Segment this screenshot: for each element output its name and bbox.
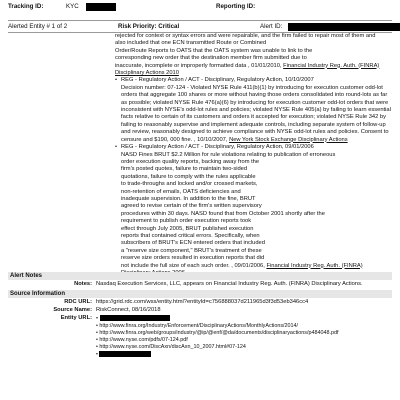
- redacted-tracking-id: [86, 3, 116, 11]
- entry-line: firm's posted quotes, failure to maintain two-sided: [121, 166, 248, 173]
- source-information-section: Source Information: [8, 290, 392, 298]
- entry-line: requirement to publish order execution reports took: [121, 218, 252, 225]
- risk-priority-label: Risk Priority: Critical: [118, 23, 180, 30]
- alerted-entity-label: Alerted Entity # 1 of 2: [8, 23, 68, 30]
- intro-line: inaccurate, incomplete or improperly formatted data , 01/01/2010, Financial Industry Reg. Auth. (FINRA): [115, 62, 380, 69]
- tracking-id-label: Tracking ID:: [8, 3, 44, 10]
- entry-line: agreed to revise certain of the firm's written supervisory: [121, 203, 262, 210]
- redacted-alert-id: [288, 23, 400, 31]
- entry-line: facts relative to certain of its customers and orders it accepted for execution; violated NYSE Rule 342 by: [121, 114, 386, 121]
- intro-line: corresponding new order that the destination member firm submitted due to: [115, 55, 307, 62]
- notes-label: Notes:: [74, 281, 92, 287]
- entry-line: reports that contained critical errors. Specifically, when: [121, 232, 260, 239]
- entry-line: reserve size orders resulted in execution reports that did: [121, 255, 265, 262]
- entry-line: NASD Fines BRUT $2.2 Million for rule violations relating to publication of erroneous: [121, 151, 336, 158]
- finra-link[interactable]: Financial Industry Reg. Auth. (FINRA): [266, 262, 363, 269]
- bullet-icon: •: [115, 144, 118, 151]
- entry-line: order execution quality reports, backing away from the: [121, 158, 260, 165]
- entry-heading: REG - Regulatory Action / ACT - Disciplinary, Regulatory Action, 09/01/2006: [121, 144, 314, 151]
- entry-line: not include the full size of each such order. , 09/01/2006, Financial Industry Reg. Auth. (FINRA): [121, 262, 363, 269]
- entry-line: to trade-throughs and locked and/or crossed markets,: [121, 181, 258, 188]
- entry-line: orders that aggregate 100 shares or more without having those orders consolidated into round-lots as far: [121, 92, 388, 99]
- entry-line: quotations, failure to comply with the rules applicable: [121, 173, 256, 180]
- entity-url-link[interactable]: http://www.nyse.com/DiscAxn/discAxn_10_2007.html#07-124: [99, 344, 246, 350]
- entry-line: failing to reasonably supervise and implement adequate controls, including separate system of follow-up: [121, 121, 386, 128]
- nyse-link[interactable]: New York Stock Exchange Disciplinary Actions: [229, 136, 348, 143]
- entry-line: inconsistent with NYSE's odd-lot rules and policies; violated NYSE Rule 405(a) by failing to learn essential: [121, 107, 391, 114]
- disciplinary-actions-text: [115, 33, 392, 277]
- entry-line: effect through July 2005, BRUT published execution: [121, 225, 254, 232]
- entry-heading: REG - Regulatory Action / ACT - Disciplinary, Regulatory Action, 10/10/2007: [121, 77, 314, 84]
- header-ids-row: [8, 2, 392, 12]
- entry-line: procedures within 30 days. NASD found that from October 2001 shortly after the: [121, 210, 325, 217]
- redacted-url: [100, 315, 170, 321]
- entry-line: censure and $190, 000 fine. , 10/10/2007, New York Stock Exchange Disciplinary Actions: [121, 136, 348, 143]
- rdc-url-value[interactable]: https://grid.rdc.com/wss/entity.html?entityId=c756888037d211965d3f3d53eb346cc4: [96, 299, 309, 305]
- finra-link-cont[interactable]: Disciplinary Actions 2010: [115, 70, 179, 77]
- bullet-icon: •: [115, 77, 118, 84]
- entry-line: inadequate supervision. In addition to the fine, BRUT: [121, 195, 256, 202]
- intro-line: also included that one ECN transmitted Route or Combined: [115, 40, 267, 47]
- entity-url-redacted-line: •: [96, 315, 392, 323]
- redacted-url: [99, 351, 151, 357]
- entry-line: a "reserve size component," BRUT's treatment of these: [121, 247, 262, 254]
- entity-url-link[interactable]: http://www.nyse.com/pdfs/07-124.pdf: [99, 337, 188, 343]
- entry-line: and review, reasonably designed to achieve compliance with NYSE odd-lot rules and policies. Consent to: [121, 129, 389, 136]
- alert-report-page: Tracking ID: KYC Reporting ID: Alerted Entity # 1 of 2 Risk Priority: Critical Alert ID: rejected for context or syntax errors and were repairable, and the firm failed to repair most of them and also included that one ECN transmitted Route or Combined Order/Route Reports to OATS that the OATS system was unable to link to the corresponding new order that the destination member firm submitted due to inaccurate, incomplete or improperly formatted data , 01/01/2010, Financial Industry Reg. Auth. (FINRA) Disciplinary Actions 2010 • REG - Regulatory Action / ACT - Disciplinary, Regulatory Action, 10/10/2007 Decision number: 07-124 - Violated NYSE Rule 411(b)(1) by introducing for execution customer odd-lot orders that aggregate 100 shares or more without having those orders consolidated into round-lots as far as possible; violated NYSE Rule 476(a)(6) by introducing for execution customer odd-lot orders that were inconsistent with NYSE's odd-lot rules and policies; violated NYSE Rule 405(a) by failing to learn essential facts relative to certain of its customers and orders it accepted for execution; violated NYSE Rule 342 by failing to reasonably supervise and implement adequate controls, including separate system of follow-up and review, reasonably designed to achieve compliance with NYSE odd-lot rules and policies. Consent to censure and $190, 000 fine. , 10/10/2007, New York Stock Exchange Disciplinary Actions • REG - Regulatory Action / ACT - Disciplinary, Regulatory Action, 09/01/2006 NASD Fines BRUT $2.2 Million for rule violations relating to publication of erroneous order execution quality reports, backing away from the firm's posted quotes, failure to maintain two-sided quotations, failure to comply with the rules applicable to trade-throughs and locked and/or crossed markets, non-retention of emails, OATS deficiencies and inadequate supervision. In addition to the fine, BRUT agreed to revise certain of the firm's written supervisory procedures within 30 days. NASD found that from October 2001 shortly after the requirement to publish order execution reports took effect through July 2005, BRUT published execution reports that contained critical errors. Specifically, when subscribers of BRUT's ECN entered orders that included a "reserve size component," BRUT's treatment of these reserve size orders resulted in execution reports that did not include the full size of each such order. , 09/01/2006, Financial Industry Reg. Auth. (FINRA) Alert Notes Notes: Nasdaq Execution Services, LLC, appears on Financial Industry Reg. Auth. (FINRA) Disciplinary Actions. Source Information RDC URL: https://grid.rdc.com/wss/entity.html?entityId=c756888037d211965d3f3d53eb346cc4 Source Name: RiskConnect, 08/16/2018 Entity URL: • • http://www.finra.org/Industry/Enforcement/DisciplinaryActions/MonthlyActions/2014/ • http://www.finra.org/web/groups/industry/@ip/@enf/@da/documents/disciplinaryactions/p484048.pdf • http://www.nyse.com/pdfs/07-124.pdf • http://www.nyse.com/DiscAxn/discAxn_10_2007.html#07-124 •: [0, 0, 400, 400]
- tracking-id-value: KYC: [66, 3, 79, 10]
- entity-url-label: Entity URL:: [60, 315, 92, 321]
- source-name-value: RiskConnect, 08/16/2018: [96, 307, 161, 313]
- entity-url-link[interactable]: http://www.finra.org/Industry/Enforcement/DisciplinaryActions/MonthlyActions/2014/: [99, 323, 299, 329]
- entry-line: Decision number: 07-124 - Violated NYSE Rule 411(b)(1) by introducing for execution customer odd-lot: [121, 84, 383, 91]
- entry-line: subscribers of BRUT's ECN entered orders that included: [121, 240, 265, 247]
- entry-line: as possible; violated NYSE Rule 476(a)(6) by introducing for execution customer odd-lot orders that were: [121, 99, 389, 106]
- regulatory-entry-2007: [115, 77, 392, 144]
- entry-line: non-retention of emails, OATS deficiencies and: [121, 188, 241, 195]
- header-entity-row: [8, 20, 392, 33]
- entity-url-link[interactable]: http://www.finra.org/web/groups/industry/@ip/@enf/@da/documents/disciplinaryactions/p484048.pdf: [99, 330, 339, 336]
- finra-link[interactable]: Financial Industry Reg. Auth. (FINRA): [283, 62, 380, 69]
- reporting-id-label: Reporting ID:: [216, 3, 256, 10]
- intro-line: Order/Route Reports to OATS that the OATS system was unable to link to the: [115, 47, 313, 54]
- regulatory-entry-2006: [115, 144, 392, 277]
- alert-id-label: Alert ID:: [260, 23, 283, 30]
- rdc-url-label: RDC URL:: [64, 299, 92, 305]
- notes-value: Nasdaq Execution Services, LLC, appears on Financial Industry Reg. Auth. (FINRA) Disciplinary Actions.: [96, 281, 363, 287]
- intro-line: rejected for context or syntax errors and were repairable, and the firm failed to repair most of them and: [115, 33, 376, 39]
- alert-notes-section: Alert Notes: [8, 272, 392, 280]
- source-name-label: Source Name:: [53, 307, 92, 313]
